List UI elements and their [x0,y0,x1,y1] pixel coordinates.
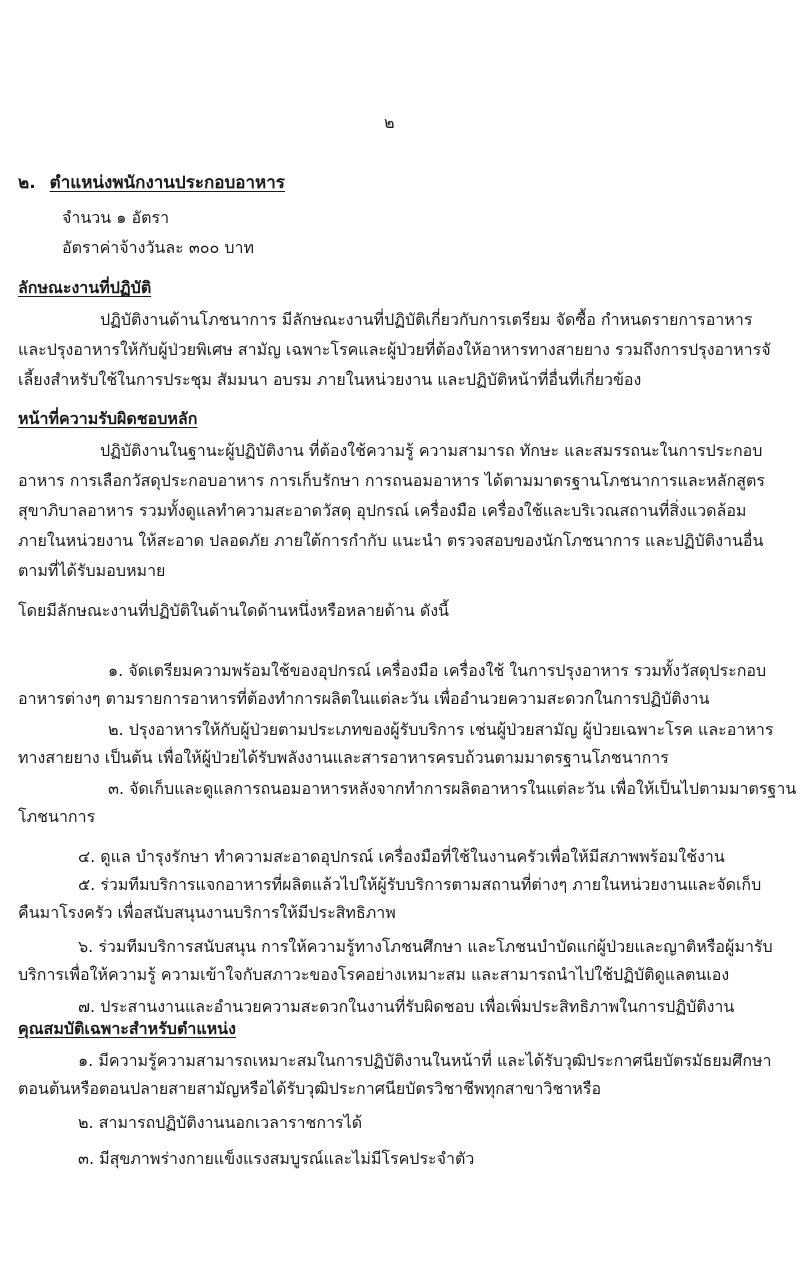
section-title-text: ตำแหน่งพนักงานประกอบอาหาร [49,173,285,193]
duties-line: ปฏิบัติงานในฐานะผู้ปฏิบัติงาน ที่ต้องใช้ความรู้ ความสามารถ ทักษะ และสมรรถนะในการประกอบ [100,441,763,460]
qualification-item-cont: ตอนต้นหรือตอนปลายสายสามัญหรือได้รับวุฒิประกาศนียบัตรวิชาชีพทุกสาขาวิชาหรือ [18,1079,602,1098]
job-nature-line: ปฏิบัติงานด้านโภชนาการ มีลักษณะงานที่ปฏิบัติเกี่ยวกับการเตรียม จัดซื้อ กำหนดรายการอาหาร [100,310,753,329]
duty-item-cont: อาหารต่างๆ ตามรายการอาหารที่ต้องทำการผลิตในแต่ละวัน เพื่ออำนวยความสะดวกในการปฏิบัติงาน [18,689,710,708]
duties-line: สุขาภิบาลอาหาร รวมทั้งดูแลทำความสะอาดวัสดุ อุปกรณ์ เครื่องมือ เครื่องใช้และบริเวณสถานที่สิ่งแวดล้อม [18,501,747,520]
section-number: ๒. [18,173,36,193]
duty-item: ๗. ประสานงานและอำนวยความสะดวกในงานที่รับผิดชอบ เพื่อเพิ่มประสิทธิภาพในการปฏิบัติงาน [78,997,735,1016]
qualifications-heading: คุณสมบัติเฉพาะสำหรับตำแหน่ง [18,1019,236,1038]
job-nature-heading: ลักษณะงานที่ปฏิบัติ [18,278,152,297]
duty-item: ๓. จัดเก็บและดูแลการถนอมอาหารหลังจากทำการผลิตอาหารในแต่ละวัน เพื่อให้เป็นไปตามมาตรฐาน [108,779,797,798]
duty-item-cont: คืนมาโรงครัว เพื่อสนับสนุนงานบริการให้มีประสิทธิภาพ [18,903,396,922]
duty-item: ๖. ร่วมทีมบริการสนับสนุน การให้ความรู้ทางโภชนศึกษา และโภชนบำบัดแก่ผู้ป่วยและญาติหรือผู้มารับ [78,937,773,956]
duty-item: ๒. ปรุงอาหารให้กับผู้ป่วยตามประเภทของผู้รับบริการ เช่นผู้ป่วยสามัญ ผู้ป่วยเฉพาะโรค และอาหาร [108,720,774,739]
position-count: จำนวน ๑ อัตรา [62,208,170,227]
duty-item: ๕. ร่วมทีมบริการแจกอาหารที่ผลิตแล้วไปให้ผู้รับบริการตามสถานที่ต่างๆ ภายในหน่วยงานและจัดเก็บ [78,875,762,894]
duties-line: ภายในหน่วยงาน ให้สะอาด ปลอดภัย ภายใต้การกำกับ แนะนำ ตรวจสอบของนักโภชนาการ และปฏิบัติงานอื่น [18,531,764,550]
qualification-item: ๓. มีสุขภาพร่างกายแข็งแรงสมบูรณ์และไม่มีโรคประจำตัว [78,1149,475,1168]
duties-intro: โดยมีลักษณะงานที่ปฏิบัติในด้านใดด้านหนึ่งหรือหลายด้าน ดังนี้ [18,601,449,620]
duty-item-cont: บริการเพื่อให้ความรู้ ความเข้าใจกับสภาวะของโรคอย่างเหมาะสม และสามารถนำไปใช้ปฏิบัติดูแลตนเอง [18,965,730,984]
duties-line: ตามที่ได้รับมอบหมาย [18,561,166,580]
duty-item: ๑. จัดเตรียมความพร้อมใช้ของอุปกรณ์ เครื่องมือ เครื่องใช้ ในการปรุงอาหาร รวมทั้งวัสดุประกอบ [108,661,767,680]
qualification-item: ๑. มีความรู้ความสามารถเหมาะสมในการปฏิบัติงานในหน้าที่ และได้รับวุฒิประกาศนียบัตรมัธยมศึกษา [78,1051,772,1070]
main-duties-heading: หน้าที่ความรับผิดชอบหลัก [18,409,198,428]
duties-line: อาหาร การเลือกวัสดุประกอบอาหาร การเก็บรักษา การถนอมอาหาร ได้ตามมาตรฐานโภชนาการและหลักสูตร [18,471,766,490]
job-nature-line: และปรุงอาหารให้กับผู้ป่วยพิเศษ สามัญ เฉพาะโรคและผู้ป่วยที่ต้องให้อาหารทางสายยาง รวมถึงการปรุงอาหารจั [18,340,771,359]
job-nature-line: เลี้ยงสำหรับใช้ในการประชุม สัมมนา อบรม ภายในหน่วยงาน และปฏิบัติหน้าที่อื่นที่เกี่ยวข้อง [18,370,642,389]
section-title [18,172,285,194]
daily-wage: อัตราค่าจ้างวันละ ๓๐๐ บาท [62,238,255,257]
duty-item-cont: ทางสายยาง เป็นต้น เพื่อให้ผู้ป่วยได้รับพลังงานและสารอาหารครบถ้วนตามมาตรฐานโภชนาการ [18,748,669,767]
duty-item: ๔. ดูแล บำรุงรักษา ทำความสะอาดอุปกรณ์ เครื่องมือที่ใช้ในงานครัวเพื่อให้มีสภาพพร้อมใช้งาน [78,847,725,866]
page-number: ๒ [384,113,395,132]
duty-item-cont: โภชนาการ [18,807,96,826]
qualification-item: ๒. สามารถปฏิบัติงานนอกเวลาราชการได้ [78,1113,363,1132]
